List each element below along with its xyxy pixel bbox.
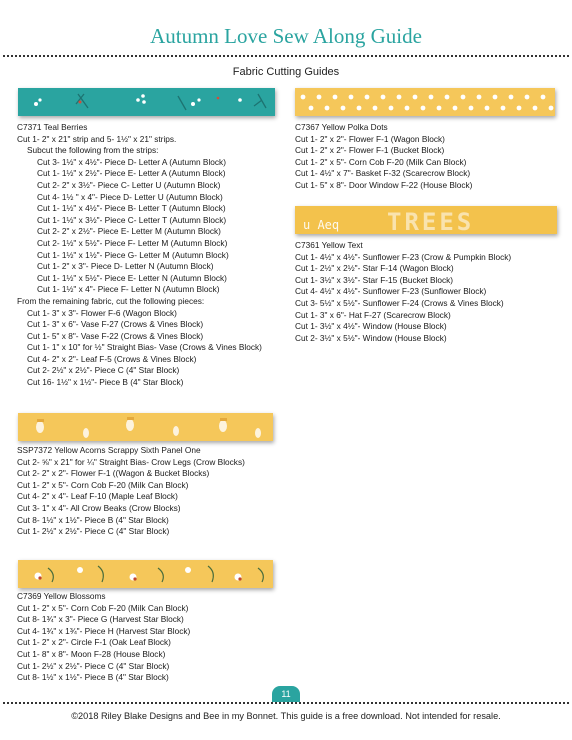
polka-dot	[541, 95, 546, 100]
polka-dot	[405, 106, 410, 111]
cut-line: Cut 2- 2½" x 2½"- Piece C (4" Star Block)	[27, 365, 180, 376]
cut-line: Cut 1- 2" x 5"- Corn Cob F-20 (Milk Can Block)	[17, 479, 189, 490]
cut-line: Cut 2- ⅝" x 21" for ¼" Straight Bias- Crow Legs (Crow Blocks)	[17, 456, 245, 467]
polka-dot	[525, 95, 530, 100]
cut-line: Cut 4- 1¾" x 1¾"- Piece H (Harvest Star Block)	[17, 625, 191, 636]
polka-dot	[509, 95, 514, 100]
top-dotted-divider	[3, 55, 569, 57]
cut-line: Cut 1- 2" x 3"- Piece D- Letter N (Autumn Block)	[37, 261, 214, 272]
cut-line: Cut 3- 1" x 4"- All Crow Beaks (Crow Blocks)	[17, 502, 181, 513]
cut-line: Cut 4- 2" x 2"- Leaf F-5 (Crows & Vines Block)	[27, 353, 197, 364]
teal-berries-section	[17, 122, 262, 389]
yellow-text-section	[295, 240, 511, 344]
teal-berries-heading: C7371 Teal Berries	[17, 122, 88, 132]
polka-dot	[397, 95, 402, 100]
cut-line: Cut 1- 1½" x 5½"- Piece E- Letter N (Autumn Block)	[37, 272, 227, 283]
cut-line: Cut 2- 2" x 3½"- Piece C- Letter U (Autumn Block)	[37, 179, 221, 190]
cut-line: Cut 1- 3" x 3"- Flower F-6 (Wagon Block)	[27, 307, 177, 318]
cut-line: Cut 8- 1½" x 1½"- Piece B (4" Star Block)	[17, 672, 169, 683]
cut-line: Cut 1- 5" x 8"- Door Window F-22 (House Block)	[295, 179, 473, 190]
cut-line: Cut 1- 4½" x 7"- Basket F-32 (Scarecrow Block)	[295, 168, 471, 179]
yellow-acorns-section	[17, 445, 245, 538]
polka-dot	[429, 95, 434, 100]
polka-dot	[445, 95, 450, 100]
polka-dot	[341, 106, 346, 111]
footer-copyright: ©2018 Riley Blake Designs and Bee in my Bonnet. This guide is a free download. Not intended for resale.	[71, 711, 501, 721]
cut-line: Cut 4- 4½" x 4½"- Sunflower F-23 (Sunflower Block)	[295, 286, 487, 297]
yellow-acorns-swatch	[18, 413, 273, 441]
cut-line: Cut 1- 3½" x 3½"- Star F-15 (Bucket Block)	[295, 274, 454, 285]
yellow-polka-dots-swatch	[295, 88, 555, 116]
teal-berries-swatch	[18, 88, 275, 116]
cut-line: Cut 1- 8" x 8"- Moon F-28 (House Block)	[17, 648, 166, 659]
polka-dot	[389, 106, 394, 111]
yellow-acorns-heading: SSP7372 Yellow Acorns Scrappy Sixth Panel One	[17, 445, 201, 455]
cut-line: Cut 1- 5" x 8"- Vase F-22 (Crows & Vines Block)	[27, 330, 204, 341]
page-subtitle: Fabric Cutting Guides	[232, 66, 340, 78]
polka-dot	[325, 106, 330, 111]
polka-dot	[501, 106, 506, 111]
cut-line: Cut 1- 2" x 21" strip and 5- 1½" x 21" strips.	[17, 133, 177, 144]
cut-line: Cut 8- 1½" x 1½"- Piece B (4" Star Block)	[17, 514, 169, 525]
cut-line: Cut 1- 2½" x 2½"- Piece C (4" Star Block)	[17, 660, 170, 671]
polka-dot	[381, 95, 386, 100]
page-number-badge: 11	[272, 686, 300, 702]
polka-dot	[413, 95, 418, 100]
polka-dot	[333, 95, 338, 100]
polka-dot	[309, 106, 314, 111]
polka-dot	[493, 95, 498, 100]
cut-line: Cut 3- 1½" x 4½"- Piece D- Letter A (Autumn Block)	[37, 156, 226, 167]
yellow-polka-dots-heading: C7367 Yellow Polka Dots	[295, 122, 388, 132]
cut-line: Cut 3- 5½" x 5½"- Sunflower F-24 (Crows & Vines Block)	[295, 297, 504, 308]
polka-dot	[517, 106, 522, 111]
cut-line: Cut 1- 2" x 5"- Corn Cob F-20 (Milk Can Block)	[295, 156, 467, 167]
cut-line: Cut 2- 1½" x 5½"- Piece F- Letter M (Autumn Block)	[37, 237, 228, 248]
polka-dot	[373, 106, 378, 111]
cut-line: Cut 1- 4½" x 4½"- Sunflower F-23 (Crow & Pumpkin Block)	[295, 251, 512, 262]
cut-line: Cut 4- 2" x 4"- Leaf F-10 (Maple Leaf Block)	[17, 491, 178, 502]
cut-line: Cut 1- 1½" x 3½"- Piece C- Letter T (Autumn Block)	[37, 214, 227, 225]
cut-line: Subcut the following from the strips:	[27, 145, 159, 156]
yellow-polka-dots-cut-list	[295, 134, 472, 192]
cut-line: Cut 2- 2" x 2"- Flower F-1 ((Wagon & Bucket Blocks)	[17, 468, 210, 479]
polka-dot	[357, 106, 362, 111]
cut-line: Cut 1- 1" x 10" for ½" Straight Bias- Vase (Crows & Vines Block)	[27, 342, 262, 353]
yellow-polka-dots-section	[295, 122, 472, 192]
polka-dot	[453, 106, 458, 111]
polka-dot	[349, 95, 354, 100]
polka-dot	[549, 106, 554, 111]
yellow-text-heading: C7361 Yellow Text	[295, 240, 363, 250]
yellow-text-swatch	[295, 206, 557, 234]
swatch-small-text: u Aeq	[303, 218, 340, 232]
yellow-blossoms-swatch	[18, 560, 273, 588]
cut-line: Cut 1- 3½" x 4½"- Window (House Block)	[295, 321, 447, 332]
cut-line: Cut 1- 1½" x 1½"- Piece G- Letter M (Autumn Block)	[37, 249, 229, 260]
yellow-blossoms-cut-list	[17, 603, 190, 684]
cut-line: Cut 1- 1½" x 4"- Piece F- Letter N (Autumn Block)	[37, 284, 220, 295]
polka-dot	[317, 95, 322, 100]
teal-berries-cut-list	[17, 134, 262, 389]
yellow-acorns-cut-list	[17, 457, 245, 538]
cut-line: Cut 1- 3" x 6"- Vase F-27 (Crows & Vines Block)	[27, 319, 204, 330]
polka-dot	[485, 106, 490, 111]
polka-dot	[437, 106, 442, 111]
polka-dot	[461, 95, 466, 100]
cut-line: Cut 1- 2½" x 2½"- Piece C (4" Star Block)	[17, 526, 170, 537]
cut-line: Cut 1- 2" x 2"- Flower F-1 (Bucket Block)	[295, 145, 445, 156]
page-title: Autumn Love Sew Along Guide	[150, 24, 422, 48]
polka-dot	[301, 95, 306, 100]
swatch-trees-text: TREES	[387, 208, 475, 234]
yellow-text-cut-list	[295, 252, 511, 345]
cut-line: Cut 4- 1½ " x 4"- Piece D- Letter U (Autumn Block)	[37, 191, 223, 202]
cut-line: Cut 1- 2" x 2"- Circle F-1 (Oak Leaf Block)	[17, 637, 171, 648]
cut-line: From the remaining fabric, cut the following pieces:	[17, 295, 205, 306]
cut-line: Cut 1- 1½" x 2½"- Piece E- Letter A (Autumn Block)	[37, 168, 226, 179]
bottom-dotted-divider	[3, 702, 569, 704]
yellow-blossoms-section	[17, 591, 190, 684]
polka-dot	[421, 106, 426, 111]
cut-line: Cut 1- 2" x 5"- Corn Cob F-20 (Milk Can Block)	[17, 602, 189, 613]
cut-line: Cut 2- 3½" x 5½"- Window (House Block)	[295, 332, 447, 343]
polka-dot	[469, 106, 474, 111]
cut-line: Cut 1- 1½" x 4½"- Piece B- Letter T (Autumn Block)	[37, 203, 226, 214]
cut-line: Cut 8- 1¾" x 3"- Piece G (Harvest Star Block)	[17, 614, 184, 625]
cut-line: Cut 1- 2½" x 2½"- Star F-14 (Wagon Block)	[295, 263, 454, 274]
polka-dot	[477, 95, 482, 100]
cut-line: Cut 2- 2" x 2½"- Piece E- Letter M (Autumn Block)	[37, 226, 221, 237]
cut-line: Cut 16- 1½" x 1½"- Piece B (4" Star Block)	[27, 377, 184, 388]
yellow-blossoms-heading: C7369 Yellow Blossoms	[17, 591, 106, 601]
polka-dot	[533, 106, 538, 111]
cut-line: Cut 1- 2" x 2"- Flower F-1 (Wagon Block)	[295, 133, 445, 144]
polka-dot	[365, 95, 370, 100]
cut-line: Cut 1- 3" x 6"- Hat F-27 (Scarecrow Block)	[295, 309, 451, 320]
